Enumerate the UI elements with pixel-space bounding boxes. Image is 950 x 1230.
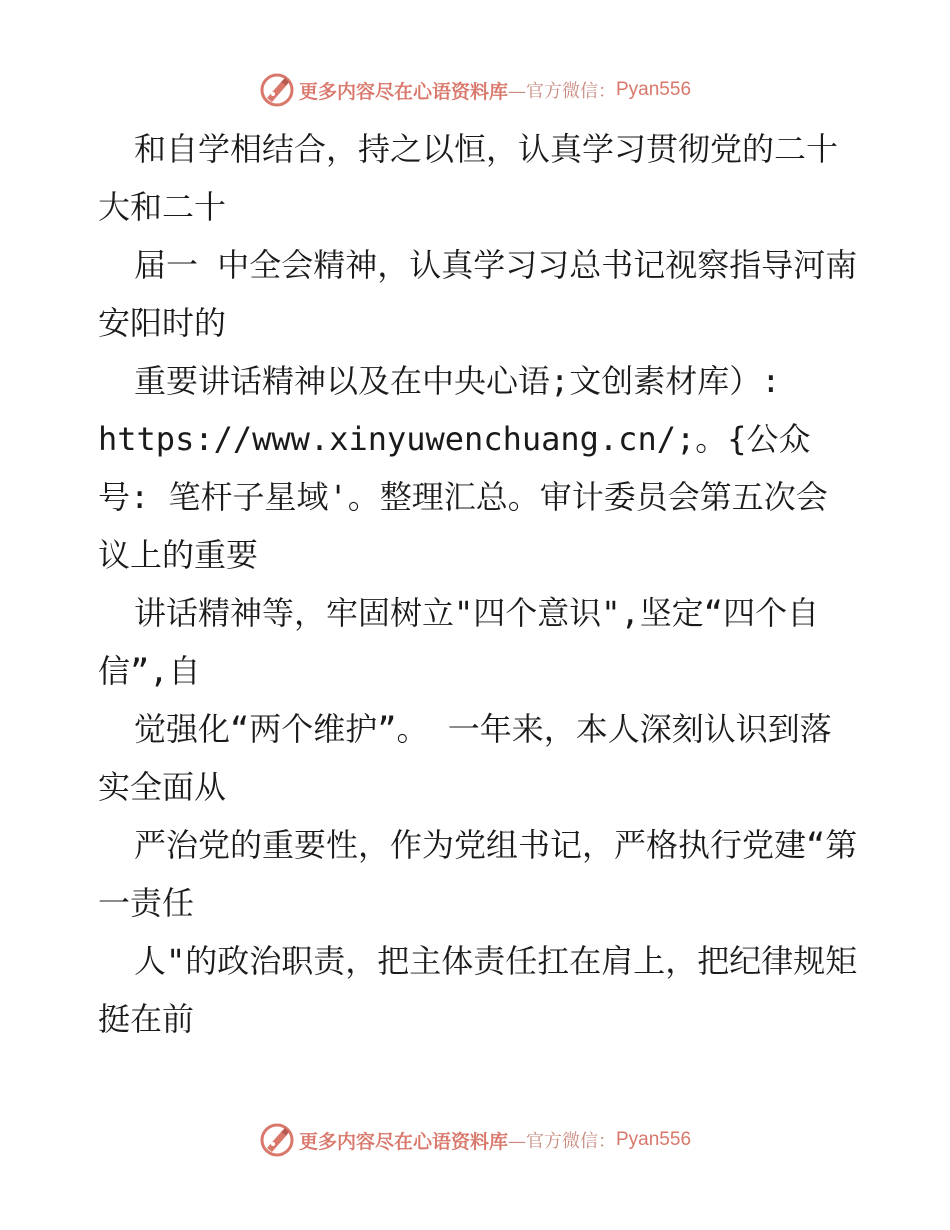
paragraph: 觉强化“两个维护”。 一年来，本人深刻认识到落实全面从 — [98, 710, 832, 806]
watermark-id-text: Pyan556 — [616, 79, 692, 100]
paragraph: 重要讲话精神以及在中央心语;文创素材库）: — [134, 362, 781, 400]
watermark-main-text: 更多内容尽在心语资料库 — [298, 1130, 508, 1153]
paragraph: https://www.xinyuwenchuang.cn/;。{公众号: 笔杆子星域'。整理汇总。审计委员会第五次会议上的重要 — [98, 420, 828, 574]
paragraph: 严治党的重要性，作为党组书记，严格执行党建“第一责任 — [98, 826, 858, 922]
paragraph: 和自学相结合，持之以恒，认真学习贯彻党的二十大和二十 — [98, 130, 839, 226]
header-watermark — [0, 70, 950, 110]
paragraph: 届一 中全会精神，认真学习习总书记视察指导河南安阳时的 — [98, 246, 858, 342]
watermark-id-text: Pyan556 — [616, 1129, 692, 1150]
watermark-main-text: 更多内容尽在心语资料库 — [298, 80, 508, 103]
watermark-separator-text: —官方微信： — [508, 81, 616, 102]
pen-nib-logo-icon — [259, 1122, 295, 1158]
pen-nib-logo-icon — [259, 72, 295, 108]
paragraph: 讲话精神等，牢固树立"四个意识",坚定“四个自信”,自 — [98, 594, 820, 690]
body-text — [98, 120, 858, 1048]
paragraph: 人"的政治职责，把主体责任扛在肩上，把纪律规矩挺在前 — [98, 942, 858, 1038]
watermark-separator-text: —官方微信： — [508, 1131, 616, 1152]
footer-watermark — [0, 1120, 950, 1160]
